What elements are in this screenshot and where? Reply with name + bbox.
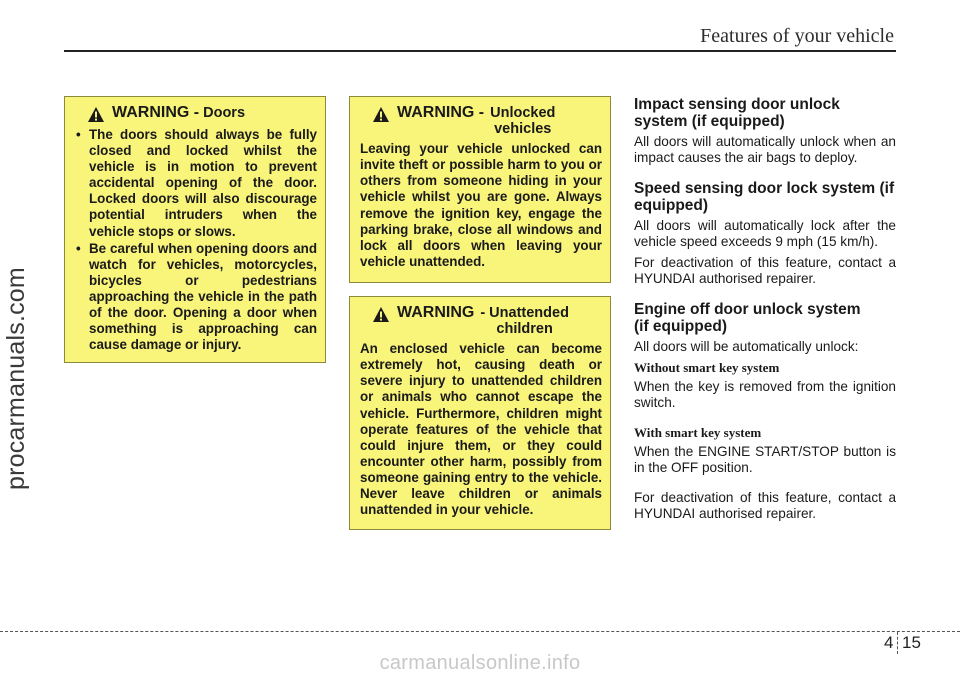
warning-list-item: • Be careful when opening doors and watch for vehicles, motorcycles, bicycles or pedestrians approaching the vehicle in the path of the door. Opening a door when something is approaching can cause damage or injury. — [75, 241, 317, 354]
section-heading-impact: Impact sensing door unlock system (if equipped) — [634, 96, 840, 130]
section-text: When the key is removed from the ignition switch. — [634, 379, 896, 410]
subheading-with-smart-key: With smart key system — [634, 425, 762, 440]
warning-topic-line: vehicles — [494, 121, 552, 138]
warning-box-doors — [64, 96, 326, 363]
warning-label: WARNING - — [112, 104, 200, 121]
warning-topic-line: - Unattended — [480, 305, 569, 321]
side-watermark: procarmanuals.com — [2, 267, 30, 490]
warning-triangle-icon — [372, 306, 390, 323]
warning-triangle-icon — [372, 106, 390, 123]
warning-body: Leaving your vehicle unlocked can invite theft or possible harm to you or others from someone hiding in your vehicle whilst you are gone. Always remove the ignition key, engage the parking brake, close all windows and lock all doors when leaving your vehicle unattended. — [360, 141, 602, 269]
warning-heading — [75, 105, 317, 123]
warning-box-unlocked-vehicles — [349, 96, 611, 283]
section-heading-speed: Speed sensing door lock system (if equipped) — [634, 180, 895, 214]
warning-label: WARNING - — [397, 104, 485, 121]
page-number-separator — [897, 632, 898, 654]
warning-heading — [360, 105, 602, 137]
warning-topic: Doors — [203, 105, 246, 121]
section-text: For deactivation of this feature, contact a HYUNDAI authorised repairer. — [634, 490, 896, 521]
section-heading-line: (if equipped) — [634, 318, 727, 335]
page-header-title: Features of your vehicle — [700, 25, 894, 47]
footer-divider — [0, 631, 960, 632]
warning-topic-line: Unlocked — [490, 105, 556, 121]
warning-topic — [484, 105, 555, 137]
warning-list — [75, 127, 317, 353]
warning-list-item: • The doors should always be fully closed and locked whilst the vehicle is in motion to prevent accidental opening of the door. Locked doors will also discourage potential intruders when the vehicle stops or slows. — [75, 127, 317, 240]
section-heading-engine-off — [634, 301, 896, 335]
warning-box-unattended-children — [349, 296, 611, 530]
section-text: All doors will be automatically unlock: — [634, 339, 859, 354]
section-text: For deactivation of this feature, contact a HYUNDAI authorised repairer. — [634, 255, 896, 286]
section-text: When the ENGINE START/STOP button is in the OFF position. — [634, 444, 896, 475]
warning-triangle-icon — [87, 106, 105, 123]
warning-heading — [360, 305, 602, 337]
header-divider — [64, 50, 896, 52]
warning-topic-line: children — [496, 321, 553, 338]
section-text: All doors will automatically lock after the vehicle speed exceeds 9 mph (15 km/h). — [634, 218, 896, 249]
warning-label: WARNING — [397, 304, 475, 321]
subheading-without-smart-key: Without smart key system — [634, 360, 780, 375]
warning-topic — [474, 305, 569, 337]
section-text: All doors will automatically unlock when an impact causes the air bags to deploy. — [634, 134, 896, 165]
right-column — [634, 96, 896, 527]
page-number: 15 — [902, 633, 921, 652]
warning-body: An enclosed vehicle can become extremely hot, causing death or severe injury to unattended children or animals who cannot escape the vehicle. Furthermore, children might operate features of the vehicle that could injure them, or they could encounter other harm, possibly from someone gaining entry to the vehicle. Never leave children or animals unattended in your vehicle. — [360, 341, 602, 518]
section-heading-line: Engine off door unlock system — [634, 301, 861, 318]
chapter-number: 4 — [884, 633, 894, 652]
bottom-watermark: carmanualsonline.info — [379, 652, 581, 674]
